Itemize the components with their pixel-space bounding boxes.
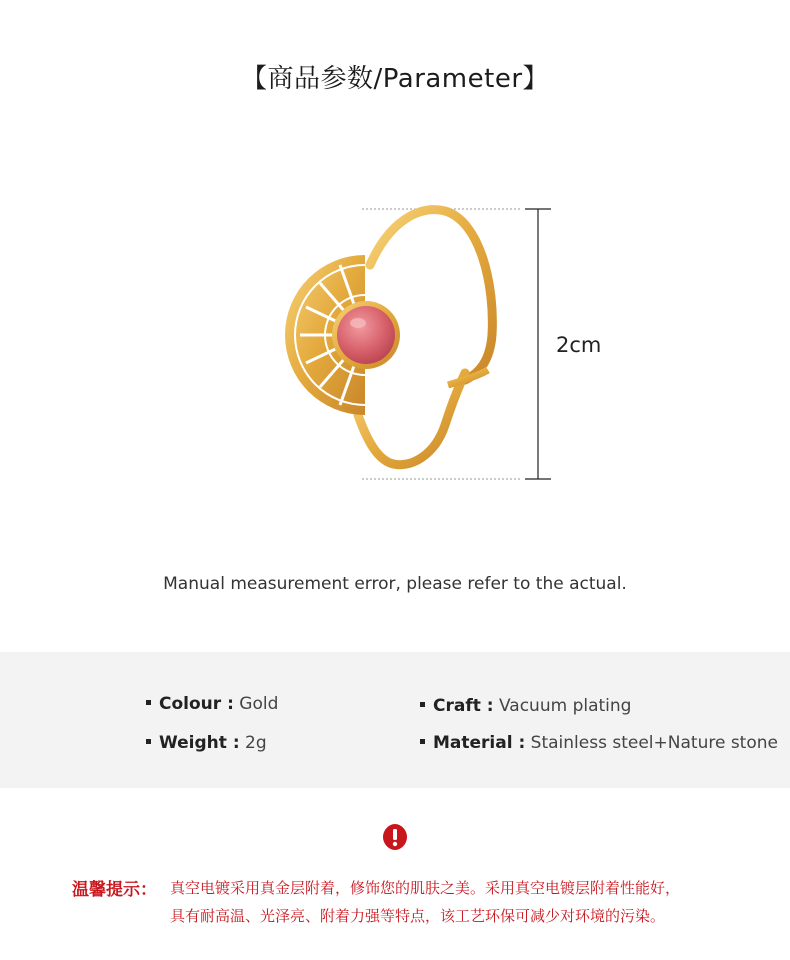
bullet-icon xyxy=(146,700,151,705)
tips-line-1: 真空电镀采用真金层附着，修饰您的肌肤之美。采用真空电镀层附着性能好， xyxy=(170,879,681,897)
bullet-icon xyxy=(146,739,151,744)
param-value: 2g xyxy=(239,733,267,753)
param-key: Colour : xyxy=(159,694,234,714)
param-craft xyxy=(420,696,631,716)
param-value: Vacuum plating xyxy=(493,696,632,716)
dimension-label: 2cm xyxy=(556,333,602,357)
warning-icon xyxy=(381,823,409,851)
bullet-icon xyxy=(420,739,425,744)
measurement-note: Manual measurement error, please refer to the actual. xyxy=(163,574,627,594)
param-weight xyxy=(146,733,267,753)
param-key: Craft : xyxy=(433,696,494,716)
ring-illustration xyxy=(270,195,560,525)
page-title: 【商品参数/Parameter】 xyxy=(240,64,550,94)
parameter-panel xyxy=(0,652,790,788)
tips-line-2: 具有耐高温、光泽亮、附着力强等特点，该工艺环保可减少对环境的污染。 xyxy=(170,907,666,925)
ring-image xyxy=(270,195,560,525)
tips-label: 温馨提示： xyxy=(72,880,157,900)
bullet-icon xyxy=(420,702,425,707)
param-key: Weight : xyxy=(159,733,240,753)
param-value: Stainless steel+Nature stone xyxy=(525,733,778,753)
param-material xyxy=(420,733,778,753)
param-value: Gold xyxy=(233,694,279,714)
param-colour xyxy=(146,694,278,714)
param-key: Material : xyxy=(433,733,526,753)
